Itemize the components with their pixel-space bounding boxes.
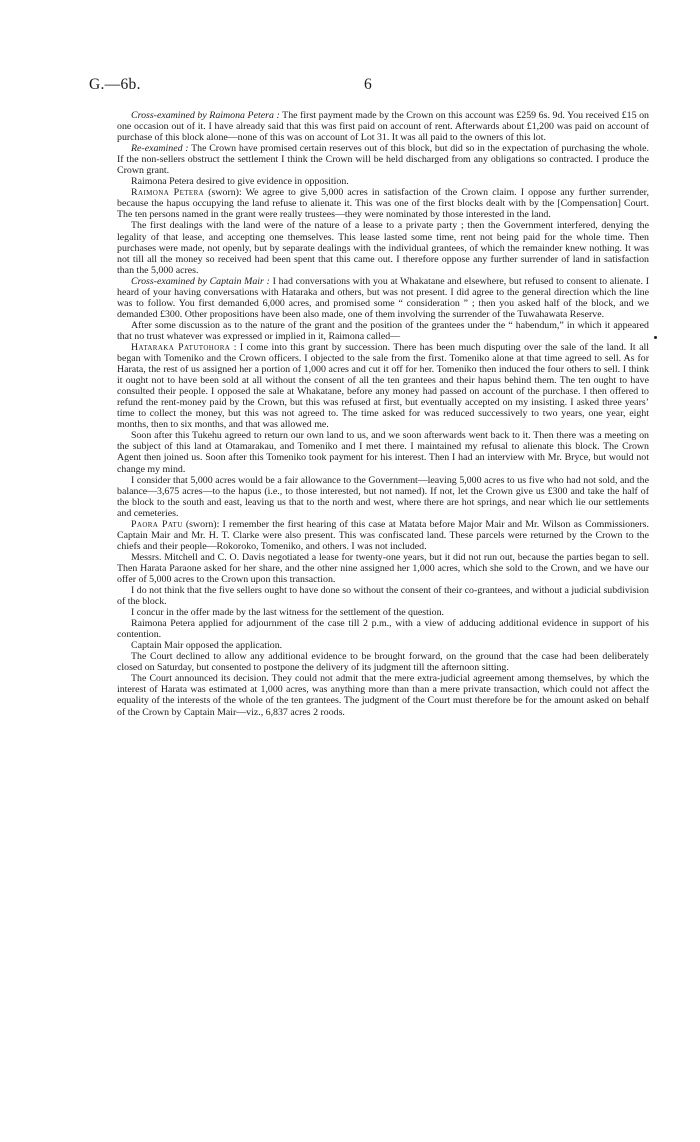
paragraph-text: Raimona Petera applied for adjournment of the case till 2 p.m., with a view of adducing additional evidence in support of his contention.	[117, 618, 649, 641]
paragraph	[117, 220, 649, 275]
page-number: 6	[364, 76, 372, 93]
witness-name: Paora Patu	[131, 518, 183, 530]
paragraph-text: I do not think that the five sellers ought to have done so without the consent of their co-grantees, and without a judicial subdivision of the block.	[117, 585, 649, 608]
paragraph	[117, 519, 649, 552]
paragraph-lead: Cross-examined by Raimona Petera :	[131, 110, 280, 121]
paragraph-text: Messrs. Mitchell and C. O. Davis negotiated a lease for twenty-one years, but it did not run out, because the parties began to sell. Then Harata Paraone asked for her share, and the other nine assigned her 1,000 acres, which she sold to the Crown, and we have our offer of 5,000 acres to the Crown upon this transaction.	[117, 551, 649, 585]
paragraph-lead: Cross-examined by Captain Mair :	[131, 275, 270, 287]
paragraph-text: I consider that 5,000 acres would be a fair allowance to the Government—leaving 5,000 acres to us five who had not sold, and the balance—3,675 acres—to the hapus (i.e., to those interested, but not named). If not, let the Crown give us £300 and take the half of the block to the south and east, leaving us that to the north and west, where there are hot springs, and near which lie our settlements and cemeteries.	[117, 474, 649, 519]
paragraph-text: Captain Mair opposed the application.	[131, 640, 283, 652]
paragraph-text: (sworn): We agree to give 5,000 acres in satisfaction of the Crown claim. I oppose any further surrender, because the hapus occupying the land refuse to alienate it. This was one of the first blocks dealt with by the [Compensation] Court. The ten persons named in the grant were really trustees—they were nominated by those interested in the land.	[117, 187, 649, 221]
paragraph	[117, 320, 649, 342]
paragraph	[117, 585, 649, 607]
witness-name: Hataraka Patutohora	[131, 341, 231, 353]
paragraph	[117, 276, 649, 320]
paragraph-text: The Court declined to allow any additional evidence to be brought forward, on the ground that the case had been deliberately closed on Saturday, but consented to postpone the delivery of its judgment till the afternoon sitting.	[117, 651, 649, 674]
body-text	[117, 110, 649, 718]
paragraph-lead: Re-examined :	[131, 143, 189, 155]
page-reference: G.—6b.	[89, 76, 141, 93]
paragraph	[117, 651, 649, 673]
paragraph	[117, 552, 649, 585]
paragraph	[117, 187, 649, 220]
paragraph	[117, 110, 649, 143]
paragraph-text: (sworn): I remember the first hearing of this case at Matata before Major Mair and Mr. Wilson as Commissioners. Captain Mair and Mr. H. T. Clarke were also present. This was confiscated land. These parcels were returned by the Crown to the chiefs and their people—Rokoroko, Tomeniko, and others. I was not included.	[117, 518, 649, 552]
paragraph	[117, 475, 649, 519]
margin-mark	[654, 336, 657, 339]
paragraph-text: I concur in the offer made by the last witness for the settlement of the question.	[131, 607, 444, 619]
paragraph-text: Soon after this Tukehu agreed to return our own land to us, and we soon afterwards went back to it. Then there was a meeting on the subject of this land at Otamarakau, and Tomeniko and I met there. I maintained my refusal to alienate this block. The Crown Agent then joined us. Soon after this Tomeniko took payment for his interest. Then I had an interview with Mr. Bryce, but would not change my mind.	[117, 430, 649, 475]
page-header	[89, 76, 644, 100]
paragraph	[117, 607, 649, 618]
paragraph	[117, 143, 649, 176]
paragraph-text: Raimona Petera desired to give evidence in opposition.	[131, 176, 349, 188]
paragraph-text: : I come into this grant by succession. There has been much disputing over the sale of the land. It all began with Tomeniko and the Crown officers. I objected to the sale from the first. Tomeniko alone at that time agreed to sell. As for Harata, the rest of us assigned her a portion of 1,000 acres and cut it off for her. Tomeniko then induced the four others to sell. I think it ought not to have been sold at all without the consent of all the ten grantees and their hapus behind them. The ten ought to have consulted their people. I opposed the sale at Whakatane, before any money had passed on account of the purchase. I then offered to refund the rent-money paid by the Crown, but this was refused at first, but eventually accepted on my insisting. I asked three years’ time to collect the money, but this was not agreed to. The time asked for was reduced successively to two years, one year, eight months, then to six months, and that was allowed me.	[117, 341, 649, 431]
paragraph-text: I had conversations with you at Whakatane and elsewhere, but refused to consent to alienate. I heard of your having conversations with Hataraka and others, but was not present. I did agree to the general direction which the line was to follow. You first demanded 6,000 acres, and promised some “ consideration ” ; then you asked half of the block, and we demanded £300. Other propositions have been also made, one of them involving the surrender of the Tuwahawata Reserve.	[117, 275, 649, 320]
paragraph-text: After some discussion as to the nature of the grant and the position of the grantees under the “ habendum,” in which it appeared that no trust whatever was expressed or implied in it, Raimona called—	[117, 319, 649, 342]
paragraph-text: The Court announced its decision. They could not admit that the mere extra-judicial agreement among themselves, by which the interest of Harata was estimated at 1,000 acres, was anything more than than a mere private transaction, which could not affect the equality of the interests of the whole of the ten grantees. The judgment of the Court must therefore be for the amount asked on behalf of the Crown by Captain Mair—viz., 6,837 acres 2 roods.	[117, 673, 649, 718]
paragraph	[117, 430, 649, 474]
witness-name: Raimona Petera	[131, 187, 205, 199]
paragraph	[117, 673, 649, 717]
paragraph	[117, 640, 649, 651]
paragraph	[117, 176, 649, 187]
paragraph	[117, 618, 649, 640]
paragraph-text: The Crown have promised certain reserves out of this block, but did so in the expectation of purchasing the whole. If the non-sellers obstruct the settlement I think the Crown will be held discharged from any obligations so contracted. I produce the Crown grant.	[117, 143, 649, 177]
paragraph-text: The first dealings with the land were of the nature of a lease to a private party ; then the Government interfered, denying the legality of that lease, and accepting one themselves. This lease lasted some time, rent not being paid for the whole time. Then purchases were made, not openly, but by separate dealings with the individual grantees, of which the remainder knew nothing. It was not till all the money so received had been spent that this came out. I therefore oppose any further surrender of land in satisfaction than the 5,000 acres.	[117, 220, 649, 276]
paragraph-text: The first payment made by the Crown on this account was £259 6s. 9d. You received £15 on one occasion out of it. I have already said that this was first paid on account of rent. Afterwards about £1,200 was paid on account of purchase of this block alone—none of this was on account of Lot 31. It was all paid to the owners of this lot.	[117, 110, 649, 144]
paragraph	[117, 342, 649, 430]
